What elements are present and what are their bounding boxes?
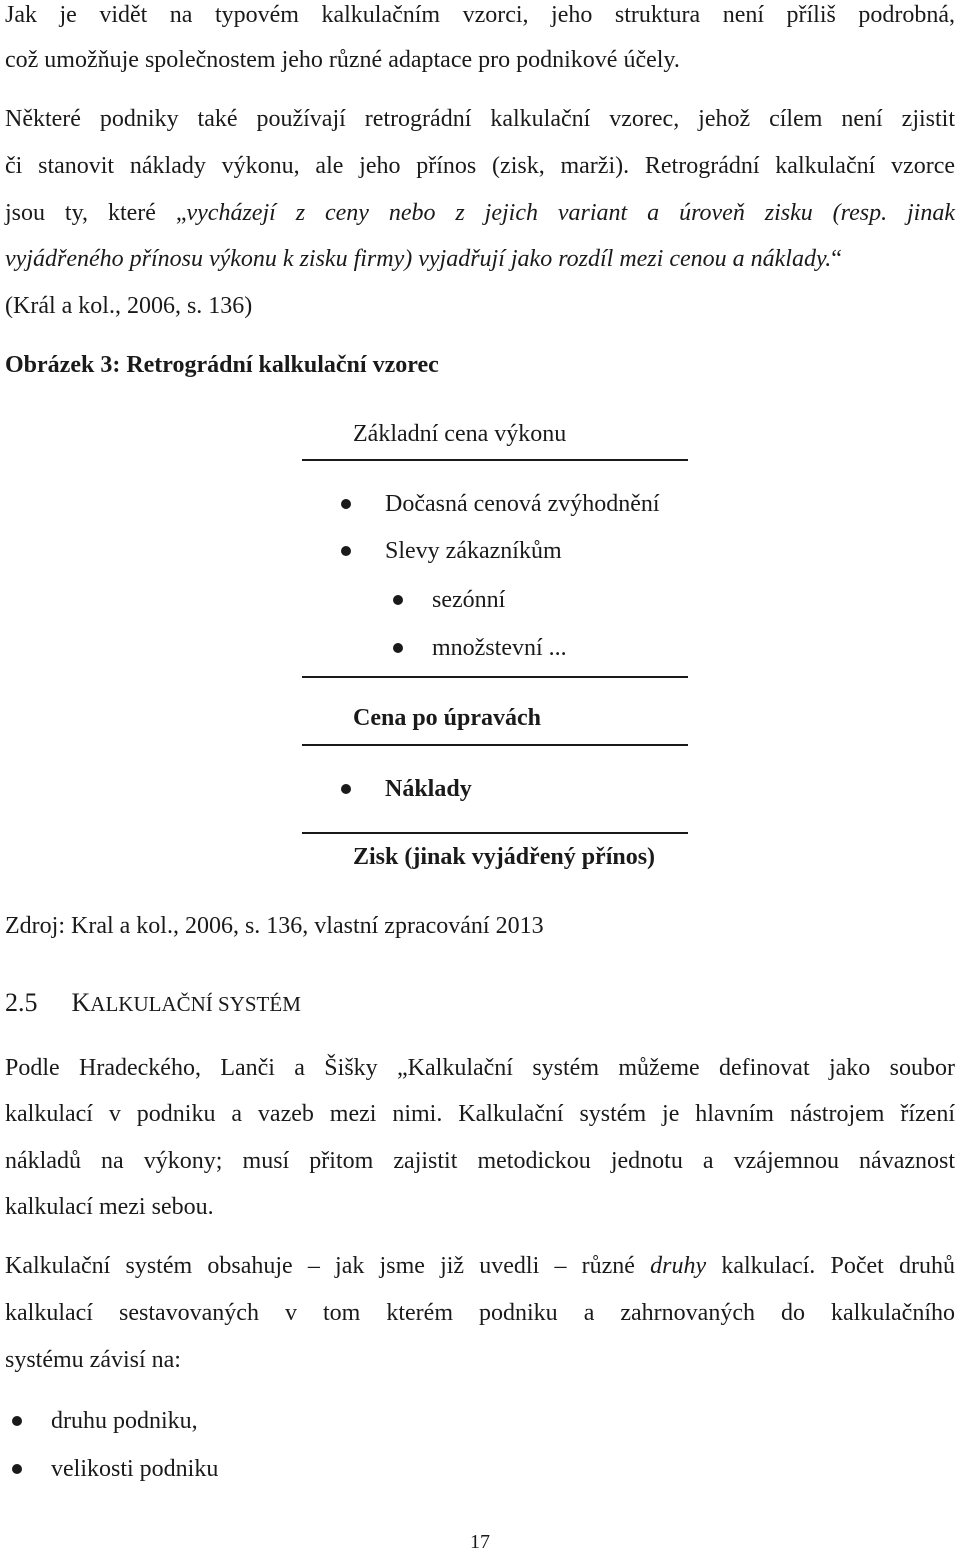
adjusted-price-label: Cena po úpravách — [353, 705, 542, 731]
para2-closing-quote: “ — [831, 246, 842, 272]
para3-line3: nákladů na výkony; musí přitom zajistit metodickou jednotu a vzájemnou návaznost — [5, 1148, 955, 1174]
list-item: druhu podniku, — [51, 1408, 198, 1434]
para2-line3-quote: vycházejí z ceny nebo z jejich variant a úroveň zisku (resp. jinak — [186, 200, 956, 226]
source-label: Zdroj: — [5, 913, 65, 939]
para2-citation: (Král a kol., 2006, s. 136) — [5, 293, 253, 319]
bullet-icon — [12, 1416, 22, 1426]
subitem-quantity: množstevní ... — [432, 635, 567, 661]
para3-line2: kalkulací v podniku a vazeb mezi nimi. Kalkulační systém je hlavním nástrojem řízení — [5, 1101, 955, 1127]
bullet-icon — [12, 1464, 22, 1474]
para2-line3-plain: jsou ty, které „ — [5, 200, 187, 226]
subitem-seasonal: sezónní — [432, 587, 506, 613]
para2-line1: Některé podniky také používají retrográdní kalkulační vzorec, jehož cílem není zjistit — [5, 106, 955, 132]
rule-2 — [302, 676, 688, 678]
para1-line2: což umožňuje společnostem jeho různé adaptace pro podnikové účely. — [5, 47, 680, 73]
para4-line1-emph: druhy — [650, 1253, 707, 1279]
para4-line2: kalkulací sestavovaných v tom kterém podniku a zahrnovaných do kalkulačního — [5, 1300, 955, 1326]
para3-line4: kalkulací mezi sebou. — [5, 1194, 214, 1220]
item-temporary-discounts: Dočasná cenová zvýhodnění — [385, 491, 660, 517]
para2-line2: či stanovit náklady výkonu, ale jeho přínos (zisk, marži). Retrográdní kalkulační vzorce — [5, 153, 955, 179]
section-title-first: K — [71, 988, 91, 1017]
rule-1 — [302, 459, 688, 461]
para2-line4 — [5, 244, 955, 274]
section-heading — [5, 985, 301, 1022]
bullet-icon — [341, 546, 351, 556]
item-customer-discounts: Slevy zákazníkům — [385, 538, 562, 564]
figure-source — [5, 911, 955, 941]
para2-line4-quote: vyjádřeného přínosu výkonu k zisku firmy) vyjadřují jako rozdíl mezi cenou a náklady. — [5, 246, 832, 272]
figure-caption: Obrázek 3: Retrográdní kalkulační vzorec — [5, 352, 439, 378]
list-item: velikosti podniku — [51, 1456, 219, 1482]
para4-line3: systému závisí na: — [5, 1347, 181, 1373]
bullet-icon — [393, 643, 403, 653]
section-number: 2.5 — [5, 988, 38, 1017]
bullet-icon — [393, 595, 403, 605]
bullet-icon — [341, 784, 351, 794]
bullet-icon — [341, 499, 351, 509]
rule-4 — [302, 832, 688, 834]
para2-line3 — [5, 198, 955, 228]
para3-line1: Podle Hradeckého, Lanči a Šišky „Kalkulační systém můžeme definovat jako soubor — [5, 1055, 955, 1081]
base-price-label: Základní cena výkonu — [353, 421, 567, 447]
para1-line1: Jak je vidět na typovém kalkulačním vzorci, jeho struktura není příliš podrobná, — [5, 2, 955, 28]
section-title-rest: ALKULAČNÍ SYSTÉM — [90, 992, 301, 1016]
source-text: Kral a kol., 2006, s. 136, vlastní zpracování 2013 — [65, 913, 544, 939]
para4-line1-c: kalkulací. Počet druhů — [706, 1253, 955, 1279]
rule-3 — [302, 744, 688, 746]
para4-line1 — [5, 1251, 955, 1281]
costs-label: Náklady — [385, 776, 472, 802]
page-number: 17 — [470, 1531, 490, 1553]
para4-line1-a: Kalkulační systém obsahuje – jak jsme již uvedli – různé — [5, 1253, 651, 1279]
profit-label: Zisk (jinak vyjádřený přínos) — [353, 844, 656, 870]
